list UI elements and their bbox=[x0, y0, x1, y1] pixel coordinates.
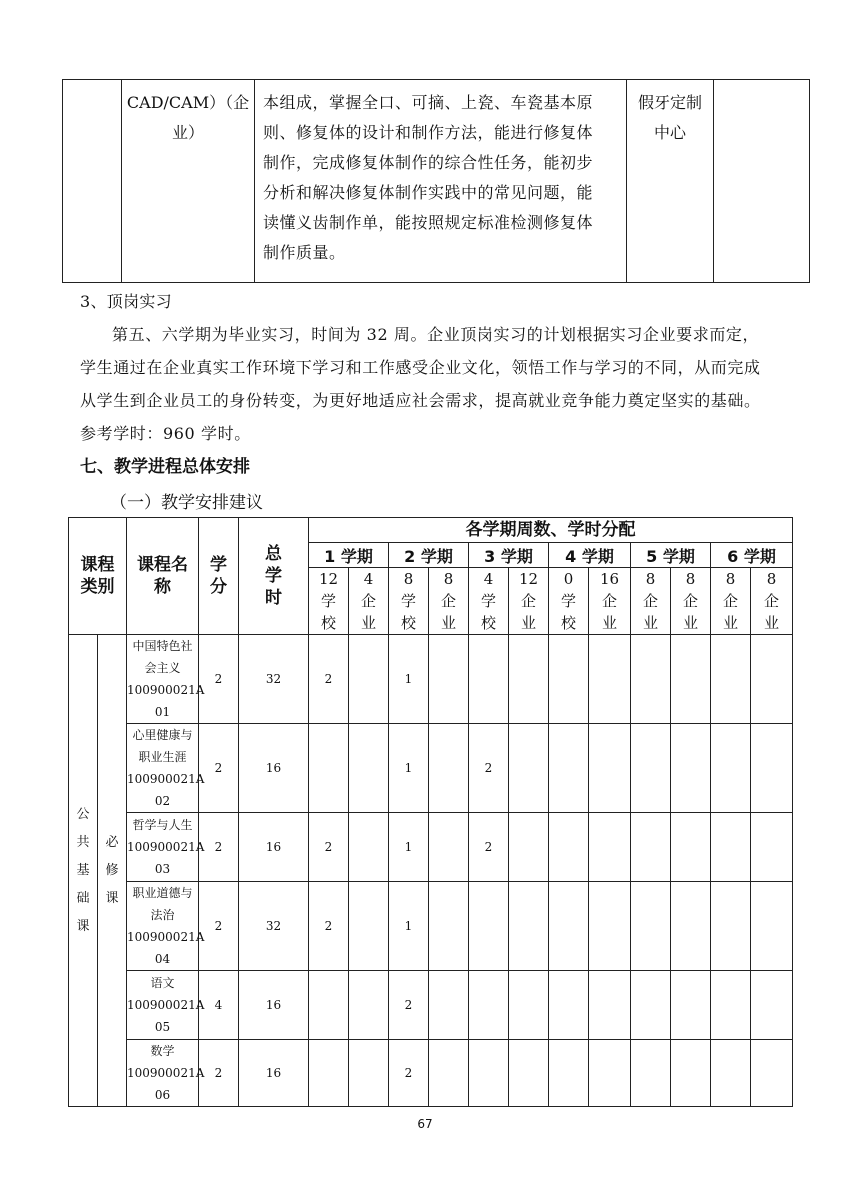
allocation-cell bbox=[509, 971, 549, 1040]
allocation-cell: 1 bbox=[389, 882, 429, 971]
semester-header: 5 学期 bbox=[631, 543, 711, 568]
allocation-cell bbox=[751, 882, 793, 971]
allocation-cell bbox=[429, 635, 469, 724]
section-title: 3、顶岗实习 bbox=[80, 292, 172, 311]
allocation-cell bbox=[509, 813, 549, 882]
table-row bbox=[69, 724, 793, 813]
allocation-cell bbox=[711, 1040, 751, 1107]
allocation-cell bbox=[671, 1040, 711, 1107]
allocation-cell bbox=[671, 882, 711, 971]
sub-column-header: 8 学 校 bbox=[389, 568, 429, 635]
semester-header: 4 学期 bbox=[549, 543, 631, 568]
allocation-cell bbox=[751, 971, 793, 1040]
allocation-cell bbox=[751, 813, 793, 882]
hours-cell: 16 bbox=[239, 724, 309, 813]
course-name-cell bbox=[122, 80, 255, 283]
allocation-cell bbox=[589, 882, 631, 971]
hours-cell: 32 bbox=[239, 635, 309, 724]
allocation-cell bbox=[309, 724, 349, 813]
page-number: 67 bbox=[417, 1117, 433, 1131]
allocation-cell bbox=[549, 724, 589, 813]
table-row bbox=[69, 1040, 793, 1107]
credits-cell: 2 bbox=[199, 1040, 239, 1107]
sub-column-header: 0 学 校 bbox=[549, 568, 589, 635]
semester-header: 3 学期 bbox=[469, 543, 549, 568]
sub-column-header: 16 企 业 bbox=[589, 568, 631, 635]
internship-paragraph bbox=[80, 318, 792, 450]
table-row bbox=[69, 882, 793, 971]
course-name-cell: 心里健康与 职业生涯 100900021A 02 bbox=[127, 724, 199, 813]
allocation-cell bbox=[711, 724, 751, 813]
sub-column-header: 4 企 业 bbox=[349, 568, 389, 635]
allocation-cell bbox=[349, 1040, 389, 1107]
subcategory-cell: 必 修 课 bbox=[98, 635, 127, 1107]
course-description-table bbox=[62, 79, 810, 283]
description-line: 本组成，掌握全口、可摘、上瓷、车瓷基本原 bbox=[263, 93, 594, 112]
description-line: 制作质量。 bbox=[263, 243, 346, 262]
allocation-cell bbox=[631, 1040, 671, 1107]
allocation-cell bbox=[671, 724, 711, 813]
allocation-cell bbox=[429, 1040, 469, 1107]
course-name-cell: 语文 100900021A 05 bbox=[127, 971, 199, 1040]
allocation-cell bbox=[349, 882, 389, 971]
credits-cell: 2 bbox=[199, 813, 239, 882]
credits-cell: 2 bbox=[199, 635, 239, 724]
allocation-cell bbox=[671, 813, 711, 882]
allocation-cell bbox=[711, 882, 751, 971]
header-allocation: 各学期周数、学时分配 bbox=[309, 518, 793, 543]
location-cell bbox=[627, 80, 714, 283]
credits-cell: 2 bbox=[199, 724, 239, 813]
header-hours: 总 学 时 bbox=[239, 518, 309, 635]
allocation-cell bbox=[429, 971, 469, 1040]
allocation-cell bbox=[309, 1040, 349, 1107]
allocation-cell bbox=[349, 635, 389, 724]
semester-header: 2 学期 bbox=[389, 543, 469, 568]
allocation-cell bbox=[631, 971, 671, 1040]
allocation-cell bbox=[589, 1040, 631, 1107]
allocation-cell bbox=[549, 635, 589, 724]
allocation-cell bbox=[671, 971, 711, 1040]
allocation-cell bbox=[549, 971, 589, 1040]
allocation-cell bbox=[349, 813, 389, 882]
allocation-cell bbox=[589, 813, 631, 882]
allocation-cell bbox=[469, 1040, 509, 1107]
course-name-cell: 中国特色社 会主义 100900021A 01 bbox=[127, 635, 199, 724]
allocation-cell bbox=[631, 813, 671, 882]
hours-cell: 16 bbox=[239, 813, 309, 882]
paragraph-line: 第五、六学期为毕业实习，时间为 32 周。企业顶岗实习的计划根据实习企业要求而定， bbox=[112, 325, 760, 344]
allocation-cell bbox=[631, 882, 671, 971]
course-name-line: 业） bbox=[171, 123, 204, 142]
hours-cell: 32 bbox=[239, 882, 309, 971]
sub-column-header: 4 学 校 bbox=[469, 568, 509, 635]
allocation-cell: 1 bbox=[389, 635, 429, 724]
table-row bbox=[69, 813, 793, 882]
allocation-cell: 2 bbox=[309, 813, 349, 882]
sub-column-header: 8 企 业 bbox=[711, 568, 751, 635]
course-name-cell: 职业道德与 法治 100900021A 04 bbox=[127, 882, 199, 971]
paragraph-line: 参考学时：960 学时。 bbox=[80, 424, 251, 443]
category-cell: 公 共 基 础 课 bbox=[69, 635, 98, 1107]
description-line: 分析和解决修复体制作实践中的常见问题，能 bbox=[263, 183, 594, 202]
allocation-cell bbox=[589, 724, 631, 813]
allocation-cell bbox=[751, 724, 793, 813]
course-name-cell: 哲学与人生 100900021A 03 bbox=[127, 813, 199, 882]
hours-cell: 16 bbox=[239, 971, 309, 1040]
allocation-cell bbox=[711, 635, 751, 724]
empty-cell bbox=[63, 80, 122, 283]
paragraph-line: 从学生到企业员工的身份转变，为更好地适应社会需求，提高就业竞争能力奠定坚实的基础。 bbox=[80, 391, 761, 410]
allocation-cell bbox=[349, 971, 389, 1040]
allocation-cell bbox=[711, 971, 751, 1040]
allocation-cell bbox=[469, 882, 509, 971]
section-heading: 七、教学进程总体安排 bbox=[80, 457, 250, 477]
hours-cell: 16 bbox=[239, 1040, 309, 1107]
allocation-cell bbox=[509, 1040, 549, 1107]
allocation-cell: 2 bbox=[309, 635, 349, 724]
course-name-line: CAD/CAM）（企 bbox=[126, 93, 250, 112]
allocation-cell bbox=[589, 635, 631, 724]
allocation-cell: 2 bbox=[389, 1040, 429, 1107]
semester-header: 1 学期 bbox=[309, 543, 389, 568]
header-course-name: 课程名 称 bbox=[127, 518, 199, 635]
sub-column-header: 12 企 业 bbox=[509, 568, 549, 635]
course-description-cell bbox=[255, 80, 627, 283]
allocation-cell bbox=[469, 635, 509, 724]
allocation-cell: 2 bbox=[469, 724, 509, 813]
allocation-cell bbox=[751, 1040, 793, 1107]
sub-column-header: 8 企 业 bbox=[751, 568, 793, 635]
allocation-cell bbox=[509, 724, 549, 813]
paragraph-line: 学生通过在企业真实工作环境下学习和工作感受企业文化，领悟工作与学习的不同，从而完成 bbox=[80, 358, 761, 377]
table-row bbox=[69, 635, 793, 724]
description-line: 则、修复体的设计和制作方法，能进行修复体 bbox=[263, 123, 594, 142]
allocation-cell: 1 bbox=[389, 813, 429, 882]
allocation-cell: 2 bbox=[469, 813, 509, 882]
sub-column-header: 8 企 业 bbox=[671, 568, 711, 635]
allocation-cell bbox=[711, 813, 751, 882]
allocation-cell bbox=[349, 724, 389, 813]
allocation-cell: 2 bbox=[389, 971, 429, 1040]
allocation-cell bbox=[469, 971, 509, 1040]
sub-heading: （一）教学安排建议 bbox=[110, 493, 263, 513]
allocation-cell bbox=[631, 635, 671, 724]
allocation-cell bbox=[631, 724, 671, 813]
sub-column-header: 8 企 业 bbox=[429, 568, 469, 635]
credits-cell: 2 bbox=[199, 882, 239, 971]
allocation-cell bbox=[509, 635, 549, 724]
empty-cell bbox=[714, 80, 810, 283]
table-row bbox=[69, 971, 793, 1040]
description-line: 制作，完成修复体制作的综合性任务，能初步 bbox=[263, 153, 594, 172]
allocation-cell bbox=[309, 971, 349, 1040]
semester-header: 6 学期 bbox=[711, 543, 793, 568]
header-category: 课程 类别 bbox=[69, 518, 127, 635]
location-line: 中心 bbox=[653, 123, 686, 142]
allocation-cell bbox=[429, 724, 469, 813]
allocation-cell bbox=[509, 882, 549, 971]
location-line: 假牙定制 bbox=[637, 93, 702, 112]
allocation-cell bbox=[671, 635, 711, 724]
sub-column-header: 8 企 业 bbox=[631, 568, 671, 635]
allocation-cell bbox=[549, 813, 589, 882]
allocation-cell bbox=[751, 635, 793, 724]
allocation-cell: 2 bbox=[309, 882, 349, 971]
allocation-cell bbox=[589, 971, 631, 1040]
credits-cell: 4 bbox=[199, 971, 239, 1040]
allocation-cell bbox=[549, 882, 589, 971]
allocation-cell bbox=[549, 1040, 589, 1107]
schedule-table bbox=[68, 517, 793, 1107]
allocation-cell bbox=[429, 813, 469, 882]
sub-column-header: 12 学 校 bbox=[309, 568, 349, 635]
allocation-cell bbox=[429, 882, 469, 971]
description-line: 读懂义齿制作单，能按照规定标准检测修复体 bbox=[263, 213, 594, 232]
header-credits: 学 分 bbox=[199, 518, 239, 635]
allocation-cell: 1 bbox=[389, 724, 429, 813]
course-name-cell: 数学 100900021A 06 bbox=[127, 1040, 199, 1107]
